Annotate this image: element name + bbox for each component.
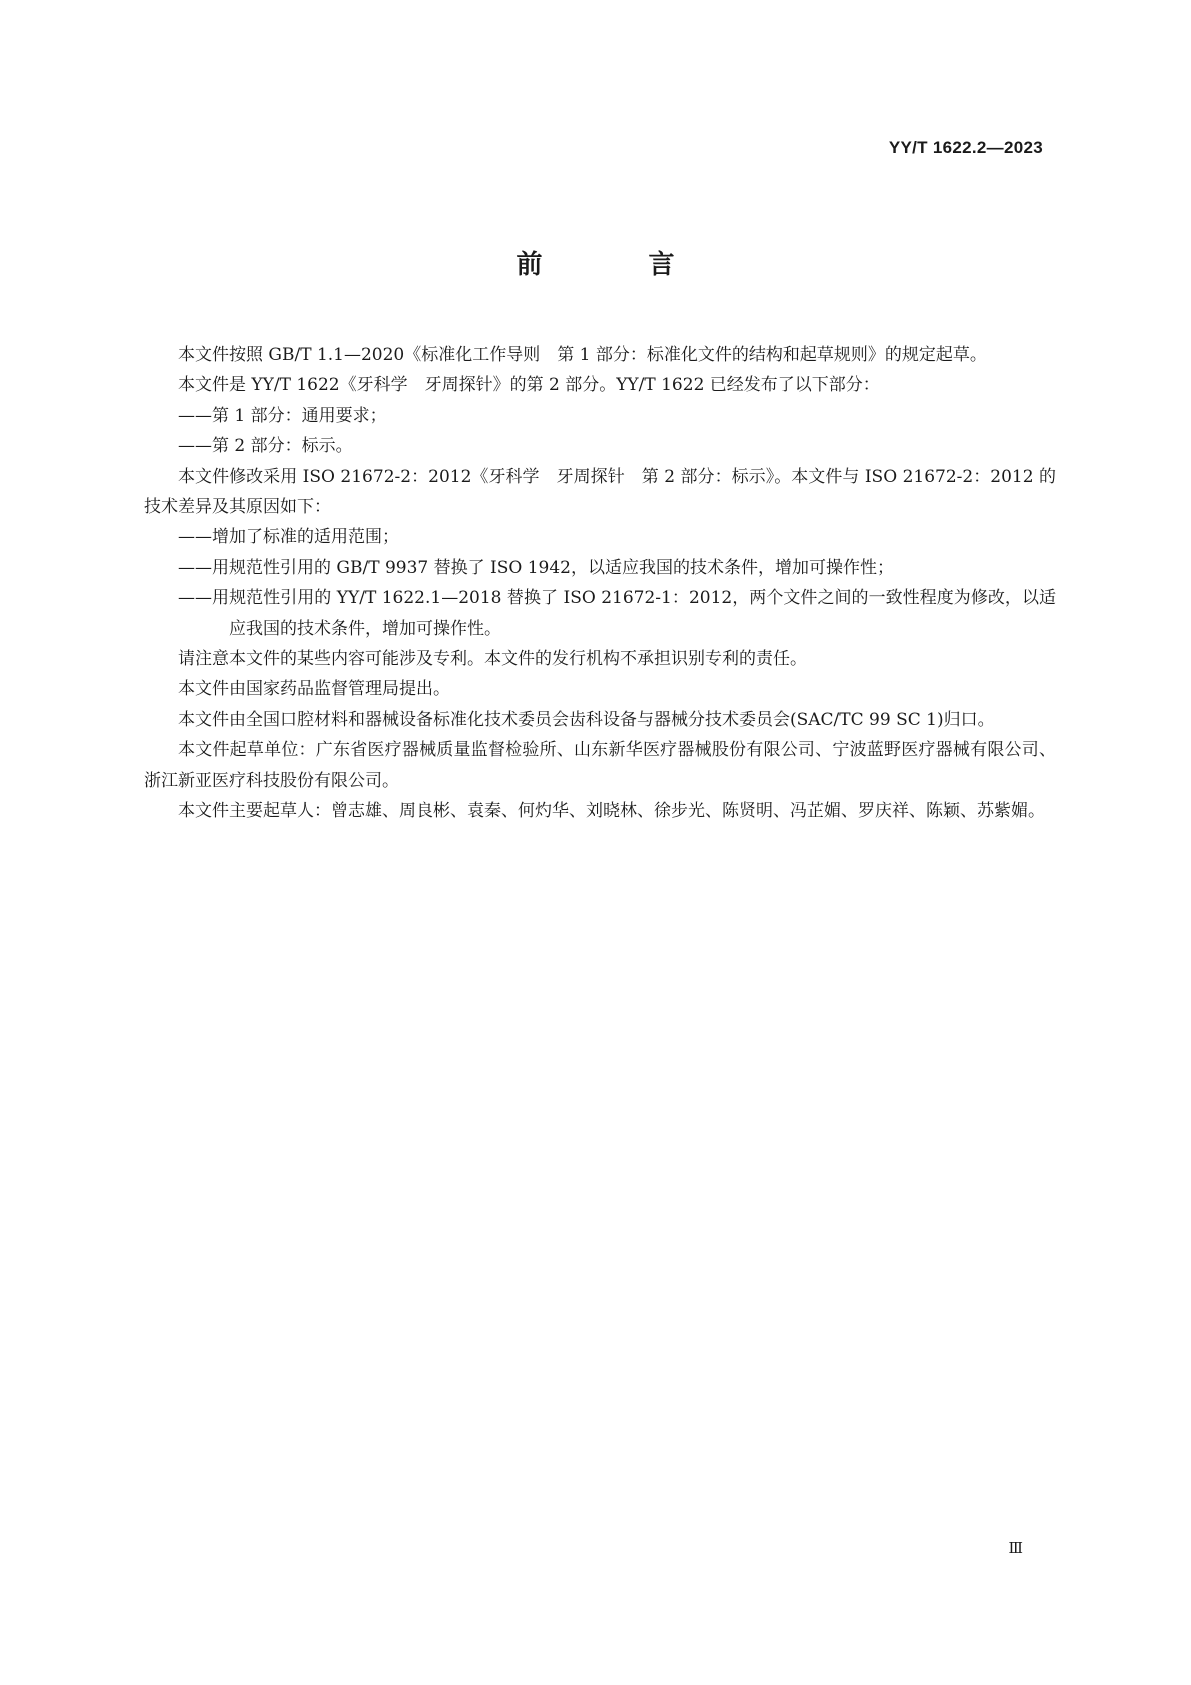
list-item-difference-3: ——用规范性引用的 YY/T 1622.1—2018 替换了 ISO 21672-1：2012，两个文件之间的一致性程度为修改，以适应我国的技术条件，增加可操作性。 [178,588,1056,639]
list-item-difference-2: ——用规范性引用的 GB/T 9937 替换了 ISO 1942，以适应我国的技术条件，增加可操作性； [178,557,894,578]
page-title: 前 言 [516,250,715,280]
standard-code: YY/T 1622.2—2023 [888,138,1043,157]
list-item-part-1: ——第 1 部分：通用要求； [178,405,387,426]
list-item-part-2: ——第 2 部分：标示。 [178,436,353,457]
foreword-body [144,340,1056,827]
paragraph-patent-notice: 请注意本文件的某些内容可能涉及专利。本文件的发行机构不承担识别专利的责任。 [178,649,807,670]
page-number: Ⅲ [1008,1539,1023,1557]
paragraph-proposer: 本文件由国家药品监督管理局提出。 [178,679,450,700]
paragraph-drafting-units: 本文件起草单位：广东省医疗器械质量监督检验所、山东新华医疗器械股份有限公司、宁波蓝野医疗器械有限公司、浙江新亚医疗科技股份有限公司。 [144,740,1056,791]
paragraph-iso-adoption: 本文件修改采用 ISO 21672-2：2012《牙科学 牙周探针 第 2 部分：标示》。本文件与 ISO 21672-2：2012 的技术差异及其原因如下： [144,466,1056,518]
paragraph-technical-committee: 本文件由全国口腔材料和器械设备标准化技术委员会齿科设备与器械分技术委员会(SAC/TC 99 SC 1)归口。 [178,709,995,730]
paragraph-drafting-rules: 本文件按照 GB/T 1.1—2020《标准化工作导则 第 1 部分：标准化文件的结构和起草规则》的规定起草。 [178,345,987,365]
list-item-difference-1: ——增加了标准的适用范围； [178,527,399,548]
paragraph-parts-intro: 本文件是 YY/T 1622《牙科学 牙周探针》的第 2 部分。YY/T 1622 已经发布了以下部分： [178,375,880,396]
paragraph-drafters: 本文件主要起草人：曾志雄、周良彬、袁秦、何灼华、刘晓林、徐步光、陈贤明、冯芷媚、罗庆祥、陈颖、苏紫媚。 [178,801,1045,822]
